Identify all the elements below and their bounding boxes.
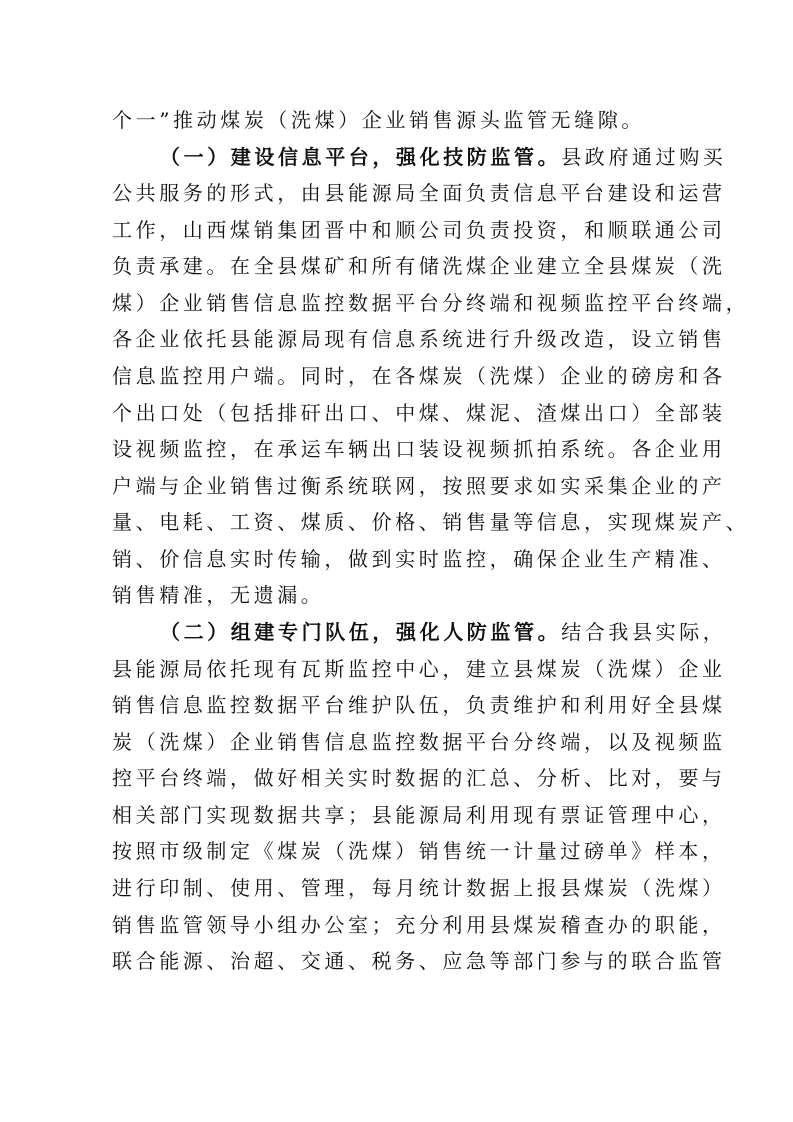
section-heading: （一）建设信息平台，强化技防监管。 [160, 144, 562, 169]
text-line [112, 215, 726, 245]
paragraph-text: 工作，山西煤销集团晋中和顺公司负责投资，和顺联通公司 [112, 217, 726, 242]
paragraph-text: 进行印制、使用、管理，每月统计数据上报县煤炭（洗煤） [112, 875, 726, 900]
paragraph-text: 控平台终端，做好相关实时数据的汇总、分析、比对，要与 [112, 766, 726, 791]
paragraph-text: 相关部门实现数据共享；县能源局利用现有票证管理中心， [112, 802, 726, 827]
text-line [112, 178, 726, 208]
paragraph-text: 设视频监控，在承运车辆出口装设视频抓拍系统。各企业用 [112, 437, 726, 462]
text-line [112, 398, 726, 428]
text-line [112, 690, 726, 720]
text-line [112, 910, 726, 940]
text-line [112, 800, 726, 830]
paragraph-text: 量、电耗、工资、煤质、价格、销售量等信息，实现煤炭产、 [112, 510, 750, 535]
text-line [112, 727, 726, 757]
text-line [112, 946, 726, 976]
text-line [112, 763, 726, 793]
paragraph-text: 销售精准，无遗漏。 [112, 583, 325, 608]
text-line [112, 580, 702, 610]
text-line [112, 654, 726, 684]
text-line [112, 873, 726, 903]
paragraph-text: 销售信息监控数据平台维护队伍，负责维护和利用好全县煤 [112, 693, 726, 718]
text-line [112, 251, 726, 281]
section-heading: （二）组建专门队伍，强化人防监管。 [160, 619, 562, 644]
paragraph-text: 销售监管领导小组办公室；充分利用县煤炭稽查办的职能， [112, 912, 726, 937]
paragraph-text: 按照市级制定《煤炭（洗煤）销售统一计量过磅单》样本， [112, 839, 726, 864]
text-line [112, 324, 726, 354]
text-line [112, 105, 702, 135]
paragraph-text: 公共服务的形式，由县能源局全面负责信息平台建设和运营 [112, 181, 726, 206]
paragraph-text: 个一”推动煤炭（洗煤）企业销售源头监管无缝隙。 [112, 108, 646, 132]
paragraph-text: 县能源局依托现有瓦斯监控中心，建立县煤炭（洗煤）企业 [112, 656, 726, 681]
text-line [112, 434, 726, 464]
text-line [112, 544, 726, 574]
paragraph-text: 个出口处（包括排矸出口、中煤、煤泥、渣煤出口）全部装 [112, 400, 726, 425]
paragraph-text: 户端与企业销售过衡系统联网，按照要求如实采集企业的产 [112, 473, 726, 498]
text-line [112, 471, 726, 501]
text-line [112, 507, 750, 537]
text-line [112, 288, 750, 318]
paragraph-text: 销、价信息实时传输，做到实时监控，确保企业生产精准、 [112, 546, 726, 571]
paragraph-text: 联合能源、治超、交通、税务、应急等部门参与的联合监管 [112, 949, 726, 974]
section-heading-line [160, 142, 750, 172]
paragraph-text: 负责承建。在全县煤矿和所有储洗煤企业建立全县煤炭（洗 [112, 254, 726, 279]
text-line [112, 836, 726, 866]
paragraph-text: 各企业依托县能源局现有信息系统进行升级改造，设立销售 [112, 327, 726, 352]
paragraph-text: 煤）企业销售信息监控数据平台分终端和视频监控平台终端， [112, 290, 750, 315]
paragraph-text: 结合我县实际， [561, 619, 727, 644]
paragraph-text: 信息监控用户端。同时，在各煤炭（洗煤）企业的磅房和各 [112, 363, 726, 388]
paragraph-text: 炭（洗煤）企业销售信息监控数据平台分终端，以及视频监 [112, 729, 726, 754]
section-heading-line [160, 617, 750, 647]
paragraph-text: 县政府通过购买 [561, 144, 727, 169]
text-line [112, 361, 726, 391]
